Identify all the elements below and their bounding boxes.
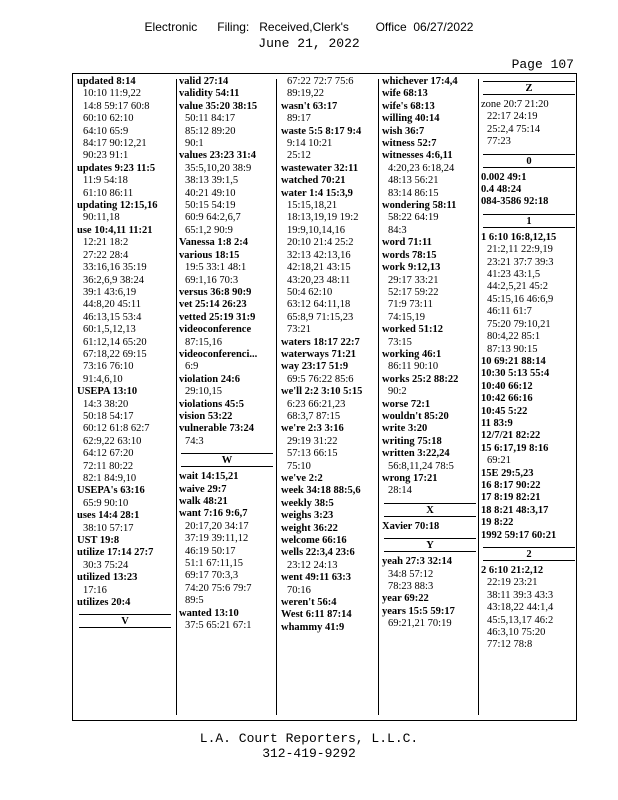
index-page-refs: 29:10,15 (185, 386, 223, 398)
index-entry: witnesses 4:6,11 (382, 150, 453, 162)
index-page-refs: 6:9 (185, 361, 199, 373)
index-page-refs: 80:4,22 85:1 (487, 331, 541, 343)
index-page-refs: 14:3 38:20 (83, 398, 129, 410)
index-entry: yeah 27:3 32:14 (382, 556, 452, 568)
index-entry: wanted 13:10 (179, 607, 239, 619)
index-entry: we're 2:3 3:16 (281, 423, 344, 435)
index-page-refs: 42:18,21 43:15 (287, 262, 351, 274)
index-entry: working 46:1 (382, 348, 442, 360)
index-entry: 18 8:21 48:3,17 (481, 504, 549, 516)
reporter-name: L.A. Court Reporters, L.L.C. (199, 731, 419, 746)
index-page-refs: 37:5 65:21 67:1 (185, 620, 252, 632)
index-column-2 (179, 76, 275, 718)
index-page-refs: 77:12 78:8 (487, 639, 533, 651)
index-entry: wouldn't 85:20 (382, 410, 449, 422)
index-page-refs: 64:10 65:9 (83, 125, 129, 137)
index-page-refs: 19:5 33:1 48:1 (185, 262, 247, 274)
index-entry: waive 29:7 (179, 483, 227, 495)
index-page-refs: 85:12 89:20 (185, 125, 236, 137)
index-page-refs: 32:13 42:13,16 (287, 249, 351, 261)
column-divider (176, 79, 177, 715)
index-entry: 10:40 66:12 (481, 380, 533, 392)
index-page-refs: 72:11 80:22 (83, 460, 134, 472)
index-entry: various 18:15 (179, 249, 240, 261)
index-entry: writing 75:18 (382, 435, 442, 447)
index-entry: zone 20:7 21:20 (481, 99, 549, 110)
index-page-refs: 77:23 (487, 136, 511, 148)
index-page-refs: 82:1 84:9,10 (83, 473, 137, 484)
index-page-refs: 44:2,5,21 45:2 (487, 281, 548, 293)
index-page-refs: 90:23 91:1 (83, 150, 129, 162)
index-page-refs: 38:11 39:3 43:3 (487, 589, 554, 601)
index-entry: waste 5:5 8:17 9:4 (281, 125, 362, 137)
index-page-refs: 20:17,20 34:17 (185, 520, 249, 532)
index-entry: week 34:18 88:5,6 (281, 485, 361, 497)
index-entry: vetted 25:19 31:9 (179, 311, 256, 323)
index-entry: 16 8:17 90:22 (481, 479, 541, 491)
index-entry: uses 14:4 28:1 (77, 510, 140, 522)
index-page-refs: 22:19 23:21 (487, 577, 538, 589)
column-divider (276, 79, 277, 715)
index-entry: versus 36:8 90:9 (179, 286, 252, 298)
index-page-refs: 36:2,6,9 38:24 (83, 274, 144, 286)
index-page-refs: 50:4 62:10 (287, 286, 333, 298)
index-entry: whichever 17:4,4 (382, 76, 458, 87)
index-page-refs: 78:23 88:3 (388, 581, 434, 593)
index-entry: worked 51:12 (382, 324, 443, 336)
index-page-refs: 39:1 43:6,19 (83, 286, 137, 298)
index-page-refs: 74:20 75:6 79:7 (185, 582, 252, 594)
index-entry: Xavier 70:18 (382, 520, 440, 532)
index-page-refs: 44:8,20 45:11 (83, 299, 141, 311)
index-entry: 2 6:10 21:2,12 (481, 565, 544, 576)
hearing-date: June 21, 2022 (258, 36, 360, 51)
index-entry: UST 19:8 (77, 535, 120, 547)
index-page-refs: 9:14 10:21 (287, 138, 333, 150)
index-page-refs: 83:14 86:15 (388, 187, 439, 199)
index-page-refs: 22:17 24:19 (487, 111, 538, 123)
index-page-refs: 10:10 11:9,22 (83, 88, 141, 100)
index-page-refs: 60:12 61:8 62:7 (83, 423, 150, 435)
index-entry: works 25:2 88:22 (382, 373, 459, 385)
index-column-4 (382, 76, 478, 718)
index-page-refs: 20:10 21:4 25:2 (287, 237, 354, 249)
index-page-refs: 74:15,19 (388, 311, 426, 323)
index-page-refs: 15:15,18,21 (287, 200, 338, 212)
index-page-refs: 73:15 (388, 336, 412, 348)
index-page-refs: 46:19 50:17 (185, 545, 236, 557)
index-entry: weekly 38:5 (281, 497, 334, 509)
index-section-letter: 1 (483, 214, 575, 228)
index-page-refs: 34:8 57:12 (388, 568, 434, 580)
index-entry: utilizes 20:4 (77, 597, 131, 609)
index-page-refs: 29:17 33:21 (388, 274, 439, 286)
index-entry: walk 48:21 (179, 496, 228, 507)
index-entry: 17 8:19 82:21 (481, 492, 541, 504)
index-page-refs: 69:17 70:3,3 (185, 570, 239, 582)
index-page-refs: 48:13 56:21 (388, 175, 439, 187)
index-entry: 10:30 5:13 55:4 (481, 368, 550, 380)
index-entry: went 49:11 63:3 (281, 572, 351, 584)
index-page-refs: 46:11 61:7 (487, 306, 532, 318)
index-page-refs: 71:9 73:11 (388, 299, 433, 311)
index-page-refs: 69:5 76:22 85:6 (287, 373, 354, 385)
index-entry: utilized 13:23 (77, 572, 138, 584)
index-page-refs: 65:8,9 71:15,23 (287, 311, 354, 323)
index-entry: 10:45 5:22 (481, 405, 528, 417)
index-page-refs: 60:10 62:10 (83, 113, 134, 125)
index-entry: want 7:16 9:6,7 (179, 508, 248, 520)
index-page-refs: 30:3 75:24 (83, 559, 129, 571)
index-entry: years 15:5 59:17 (382, 605, 455, 617)
index-page-refs: 6:23 66:21,23 (287, 398, 346, 410)
index-page-refs: 57:13 66:15 (287, 448, 338, 460)
index-entry: vet 25:14 26:23 (179, 299, 247, 311)
index-page-refs: 45:15,16 46:6,9 (487, 293, 554, 305)
index-page-refs: 51:1 67:11,15 (185, 558, 243, 570)
index-section-letter: Z (483, 81, 575, 95)
index-entry: 10:42 66:16 (481, 393, 533, 405)
index-entry: updated 8:14 (77, 76, 136, 87)
index-page-refs: 65:1,2 90:9 (185, 224, 233, 236)
index-page-refs: 27:22 28:4 (83, 249, 129, 261)
index-entry: wells 22:3,4 23:6 (281, 547, 355, 559)
index-entry: updating 12:15,16 (77, 200, 158, 212)
index-page-refs: 12:21 18:2 (83, 237, 129, 249)
index-column-3 (281, 76, 377, 718)
index-column-5 (481, 76, 577, 718)
index-page-refs: 74:3 (185, 435, 204, 447)
index-entry: videoconferenci... (179, 348, 258, 360)
index-page-refs: 70:16 (287, 584, 311, 596)
index-page-refs: 91:4,6,10 (83, 373, 123, 385)
index-page-refs: 4:20,23 6:18,24 (388, 162, 455, 174)
index-page-refs: 86:11 90:10 (388, 361, 439, 373)
index-page-refs: 41:23 43:1,5 (487, 269, 541, 281)
index-entry: 1 6:10 16:8,12,15 (481, 231, 557, 243)
index-page-refs: 89:19,22 (287, 88, 325, 100)
index-page-refs: 46:3,10 75:20 (487, 627, 546, 639)
index-entry: we've 2:2 (281, 473, 323, 484)
index-page-refs: 75:10 (287, 460, 311, 472)
index-page-refs: 17:16 (83, 584, 107, 596)
index-page-refs: 38:13 39:1,5 (185, 175, 239, 187)
index-entry: weight 36:22 (281, 522, 338, 534)
index-entry: whammy 41:9 (281, 621, 345, 633)
index-page-refs: 18:13,19,19 19:2 (287, 212, 359, 224)
index-section-letter: 0 (483, 154, 575, 168)
index-page-refs: 40:21 49:10 (185, 187, 236, 199)
index-page-refs: 90:11,18 (83, 212, 120, 224)
index-page-refs: 90:1 (185, 138, 204, 150)
index-section-letter: Y (384, 538, 476, 552)
index-page-refs: 23:21 37:7 39:3 (487, 256, 554, 268)
index-page-refs: 46:13,15 53:4 (83, 311, 142, 323)
column-divider (378, 79, 379, 715)
index-entry: watched 70:21 (281, 175, 346, 187)
index-page-refs: 52:17 59:22 (388, 286, 439, 298)
index-entry: we'll 2:2 3:10 5:15 (281, 386, 363, 398)
index-entry: 15 6:17,19 8:16 (481, 442, 549, 454)
index-entry: 15E 29:5,23 (481, 467, 534, 479)
index-page-refs: 89:5 (185, 595, 204, 607)
index-page-refs: 50:15 54:19 (185, 200, 236, 212)
index-section-letter: 2 (483, 547, 575, 561)
index-page-refs: 45:5,13,17 46:2 (487, 614, 554, 626)
index-entry: weighs 3:23 (281, 510, 334, 522)
index-entry: 0.4 48:24 (481, 184, 522, 196)
index-entry: values 23:23 31:4 (179, 150, 256, 162)
index-entry: word 71:11 (382, 237, 432, 249)
index-page-refs: 60:9 64:2,6,7 (185, 212, 241, 224)
index-page-refs: 73:21 (287, 324, 311, 336)
index-page-refs: 87:13 90:15 (487, 343, 538, 355)
index-entry: wondering 58:11 (382, 200, 457, 212)
index-page-refs: 43:20,23 48:11 (287, 274, 351, 286)
index-page-refs: 35:5,10,20 38:9 (185, 162, 252, 174)
index-entry: waterways 71:21 (281, 348, 356, 360)
index-entry: wife 68:13 (382, 88, 428, 100)
index-page-refs: 50:11 84:17 (185, 113, 236, 125)
index-entry: wait 14:15,21 (179, 471, 239, 483)
index-page-refs: 50:18 54:17 (83, 410, 134, 422)
index-page-refs: 43:18,22 44:1,4 (487, 602, 554, 614)
index-page-refs: 90:2 (388, 386, 407, 398)
page-number: Page 107 (511, 57, 574, 72)
index-entry: USEPA's 63:16 (77, 485, 145, 497)
index-page-refs: 69:1,16 70:3 (185, 274, 239, 286)
index-entry: utilize 17:14 27:7 (77, 547, 154, 559)
index-entry: updates 9:23 11:5 (77, 162, 156, 174)
index-page-refs: 64:12 67:20 (83, 448, 134, 460)
index-entry: 19 8:22 (481, 517, 514, 529)
index-entry: worse 72:1 (382, 398, 431, 410)
index-entry: value 35:20 38:15 (179, 100, 258, 112)
index-page-refs: 67:22 72:7 75:6 (287, 76, 354, 87)
index-page-refs: 11:9 54:18 (83, 175, 128, 187)
index-entry: use 10:4,11 11:21 (77, 224, 153, 236)
index-page-refs: 38:10 57:17 (83, 522, 134, 534)
index-page-refs: 37:19 39:11,12 (185, 533, 249, 545)
index-entry: 1992 59:17 60:21 (481, 529, 557, 541)
index-page-refs: 14:8 59:17 60:8 (83, 100, 150, 112)
index-entry: wife's 68:13 (382, 100, 435, 112)
index-entry: wastewater 32:11 (281, 162, 359, 174)
index-entry: violations 45:5 (179, 398, 245, 410)
index-page-refs: 33:16,16 35:19 (83, 262, 147, 274)
index-entry: violation 24:6 (179, 373, 240, 385)
index-entry: 0.002 49:1 (481, 171, 527, 183)
index-entry: weren't 56:4 (281, 597, 337, 609)
index-page-refs: 84:17 90:12,21 (83, 138, 147, 150)
index-entry: 12/7/21 82:22 (481, 430, 541, 442)
index-page-refs: 61:10 86:11 (83, 187, 134, 199)
index-page-refs: 62:9,22 63:10 (83, 435, 142, 447)
index-page-refs: 89:17 (287, 113, 311, 125)
filing-stamp: Electronic Filing: Received,Clerk's Office 06/27/2022 (144, 20, 474, 34)
index-page-refs: 69:21 (487, 455, 511, 467)
index-page-refs: 25:2,4 75:14 (487, 123, 541, 135)
index-page-refs: 69:21,21 70:19 (388, 618, 452, 630)
index-entry: witness 52:7 (382, 138, 437, 150)
index-page-refs: 28:14 (388, 485, 412, 497)
index-entry: wish 36:7 (382, 125, 425, 137)
word-index-box (72, 73, 577, 721)
index-entry: 10 69:21 88:14 (481, 355, 546, 367)
index-entry: willing 40:14 (382, 113, 440, 125)
index-page-refs: 73:16 76:10 (83, 361, 134, 373)
index-entry: videoconference (179, 324, 252, 336)
index-page-refs: 87:15,16 (185, 336, 223, 348)
index-entry: wasn't 63:17 (281, 100, 338, 112)
index-page-refs: 58:22 64:19 (388, 212, 439, 224)
index-page-refs: 61:12,14 65:20 (83, 336, 147, 348)
index-page-refs: 63:12 64:11,18 (287, 299, 351, 311)
index-page-refs: 56:8,11,24 78:5 (388, 460, 454, 472)
index-page-refs: 23:12 24:13 (287, 559, 338, 571)
index-column-1 (77, 76, 173, 718)
index-entry: valid 27:14 (179, 76, 229, 87)
index-page-refs: 21:2,11 22:9,19 (487, 244, 553, 256)
column-divider (478, 79, 479, 715)
index-entry: year 69:22 (382, 593, 429, 605)
index-page-refs: 29:19 31:22 (287, 435, 338, 447)
index-entry: validity 54:11 (179, 88, 240, 100)
index-section-letter: V (79, 614, 171, 628)
index-entry: words 78:15 (382, 249, 437, 261)
index-entry: write 3:20 (382, 423, 428, 435)
index-page-refs: 19:9,10,14,16 (287, 224, 346, 236)
index-page-refs: 84:3 (388, 224, 407, 236)
index-section-letter: X (384, 503, 476, 517)
index-entry: welcome 66:16 (281, 535, 347, 547)
index-page-refs: 75:20 79:10,21 (487, 318, 551, 330)
index-entry: 084-3586 92:18 (481, 196, 549, 208)
index-entry: water 1:4 15:3,9 (281, 187, 353, 199)
index-section-letter: W (181, 453, 273, 467)
index-page-refs: 65:9 90:10 (83, 497, 129, 509)
index-entry: work 9:12,13 (382, 262, 441, 274)
index-entry: West 6:11 87:14 (281, 609, 352, 621)
index-page-refs: 25:12 (287, 150, 311, 162)
index-entry: waters 18:17 22:7 (281, 336, 360, 348)
index-entry: vulnerable 73:24 (179, 423, 254, 435)
index-page-refs: 68:3,7 87:15 (287, 410, 341, 422)
index-entry: vision 53:22 (179, 410, 233, 422)
index-page-refs: 67:18,22 69:15 (83, 348, 147, 360)
index-page-refs: 60:1,5,12,13 (83, 324, 136, 336)
index-entry: way 23:17 51:9 (281, 361, 349, 373)
index-entry: 11 83:9 (481, 417, 513, 429)
index-entry: written 3:22,24 (382, 448, 450, 460)
index-entry: Vanessa 1:8 2:4 (179, 237, 249, 249)
index-entry: USEPA 13:10 (77, 386, 138, 398)
reporter-phone: 312-419-9292 (262, 746, 356, 761)
index-entry: wrong 17:21 (382, 473, 438, 484)
